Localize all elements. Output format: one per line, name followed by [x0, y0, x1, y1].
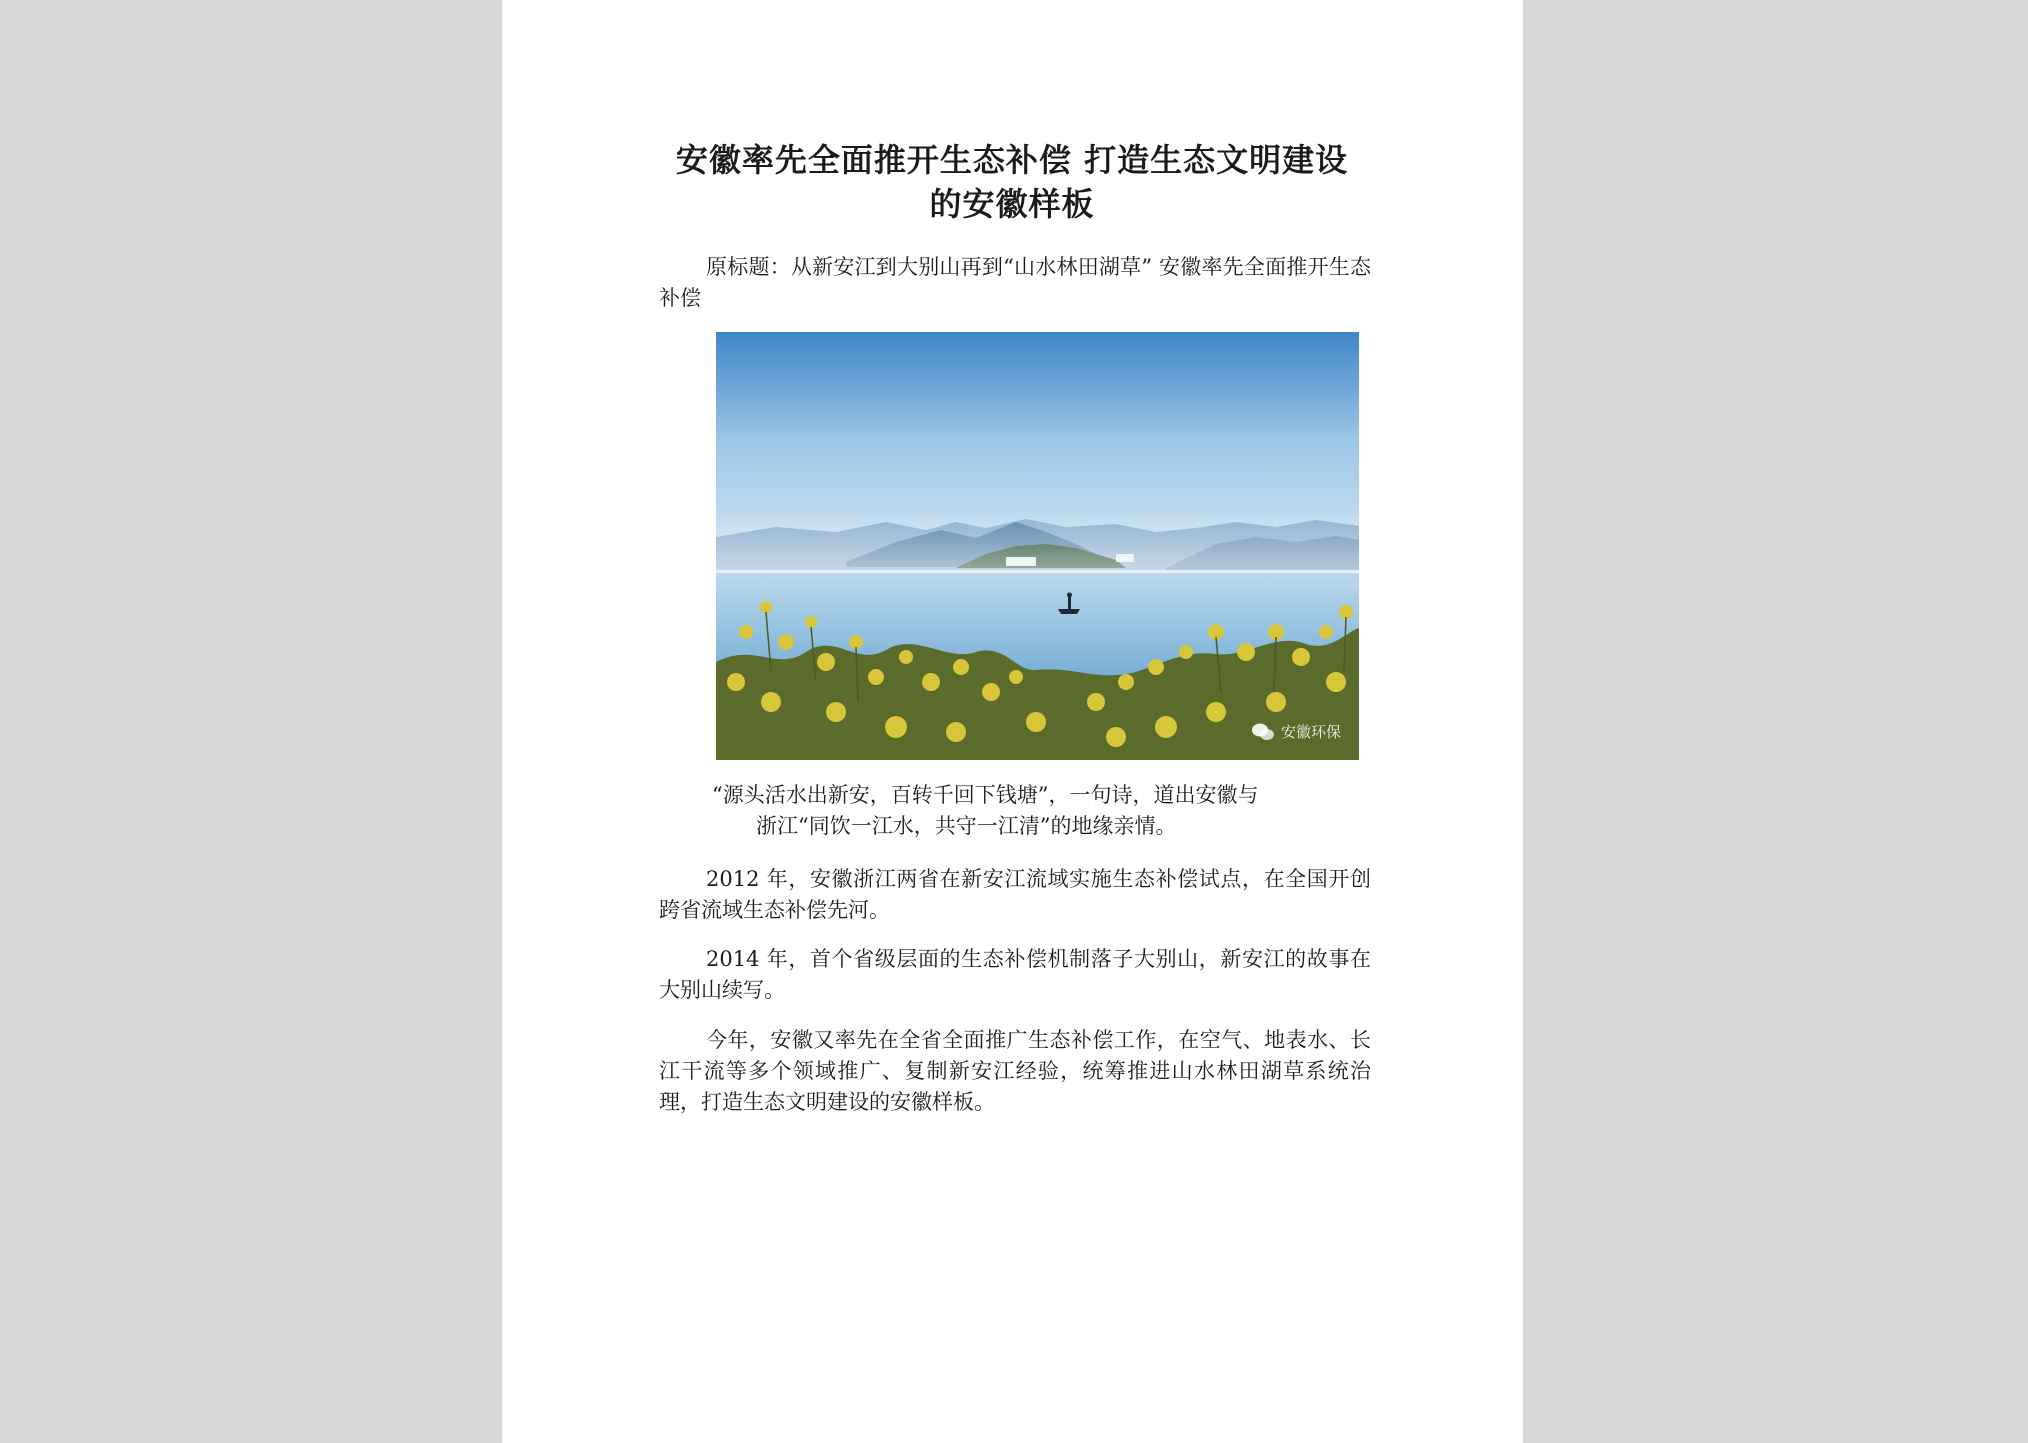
photo-watermark	[1251, 721, 1341, 742]
article-title-line-2: 的安徽样板	[929, 185, 1095, 223]
watermark-text: 安徽环保	[1280, 723, 1341, 741]
poem-quote	[712, 780, 1372, 842]
article-title-line-1: 安徽率先全面推开生态补偿 打造生态文明建设	[675, 141, 1349, 179]
original-title: 原标题：从新安江到大别山再到“山水林田湖草” 安徽率先全面推开生态补偿	[659, 255, 1371, 310]
paragraph-2012: 2012 年，安徽浙江两省在新安江流域实施生态补偿试点，在全国开创跨省流域生态补偿先河。	[659, 867, 1371, 922]
paragraph-this-year: 今年，安徽又率先在全省全面推广生态补偿工作，在空气、地表水、长江干流等多个领域推广、复制新安江经验，统筹推进山水林田湖草系统治理，打造生态文明建设的安徽样板。	[659, 1028, 1371, 1114]
document-page	[502, 0, 1523, 1443]
lake-landscape-image	[716, 332, 1359, 760]
article-title	[652, 138, 1372, 226]
article-photo	[716, 332, 1359, 760]
wechat-icon	[1251, 722, 1275, 742]
paragraph-2014: 2014 年，首个省级层面的生态补偿机制落子大别山，新安江的故事在大别山续写。	[659, 947, 1371, 1002]
poem-quote-line-2: 浙江“同饮一江水，共守一江清”的地缘亲情。	[756, 814, 1177, 838]
poem-quote-line-1: “源头活水出新安，百转千回下钱塘”，一句诗，道出安徽与	[712, 783, 1259, 807]
